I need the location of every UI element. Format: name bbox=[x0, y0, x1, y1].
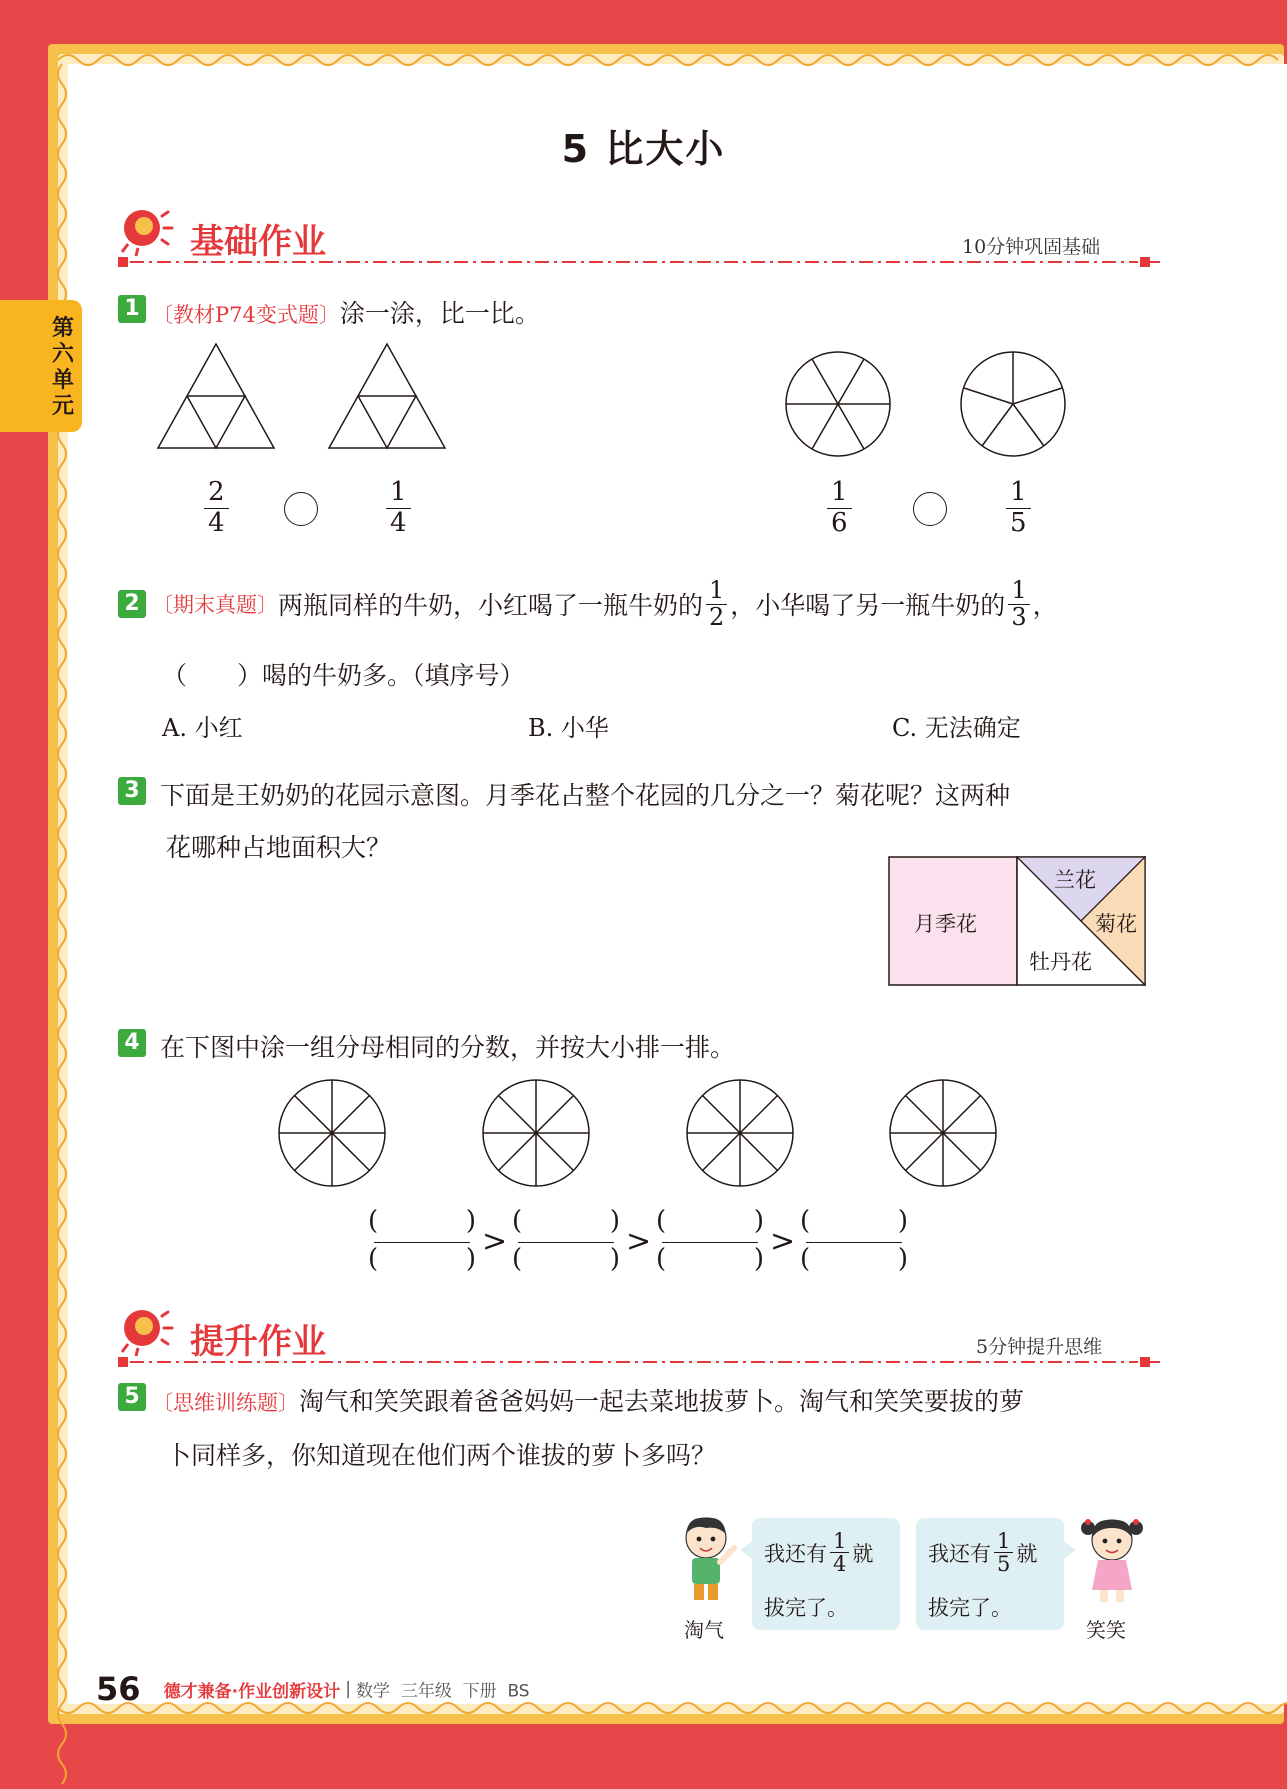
q4-blank-fraction-3[interactable]: ( ) ( ) bbox=[656, 1206, 764, 1274]
question-5-number: 5 bbox=[118, 1383, 146, 1411]
garden-label-rose: 月季花 bbox=[914, 912, 977, 936]
q4-gt-2: > bbox=[626, 1224, 652, 1259]
xiaoxiao-bubble-tail bbox=[1062, 1540, 1076, 1560]
taoqi-name: 淘气 bbox=[684, 1618, 724, 1642]
circle-eighths-2 bbox=[483, 1080, 589, 1186]
circle-eighths-3 bbox=[687, 1080, 793, 1186]
q2-option-b[interactable]: B. 小华 bbox=[528, 714, 609, 742]
q4-gt-3: > bbox=[770, 1224, 796, 1259]
q4-blank-fraction-2[interactable]: ( ) ( ) bbox=[512, 1206, 620, 1274]
section-advanced-subtitle: 5分钟提升思维 bbox=[976, 1336, 1103, 1358]
question-2-number: 2 bbox=[118, 590, 146, 618]
unit-side-tab bbox=[0, 300, 82, 432]
xiaoxiao-speech-bubble: 我还有 $\frac{1}{5}$ 就 拔完了。 bbox=[916, 1518, 1064, 1630]
question-3-number: 3 bbox=[118, 777, 146, 805]
question-3-line1: 下面是王奶奶的花园示意图。月季花占整个花园的几分之一？菊花呢？这两种 bbox=[160, 781, 1011, 810]
q1-fraction-1: 2 4 bbox=[204, 478, 229, 539]
taoqi-speech-bubble: 我还有 $\frac{1}{4}$ 就 拔完了。 bbox=[752, 1518, 900, 1630]
garden-label-chrysanthemum: 菊花 bbox=[1095, 912, 1137, 936]
question-1-tag: 〔教材P74变式题〕 bbox=[152, 303, 340, 327]
q4-blank-fraction-1[interactable]: ( ) ( ) bbox=[368, 1206, 476, 1274]
q2-option-c[interactable]: C. 无法确定 bbox=[892, 714, 1021, 742]
page-number: 56 bbox=[96, 1670, 141, 1708]
q2-option-a[interactable]: A. 小红 bbox=[162, 714, 243, 742]
q1-compare-circle-1[interactable] bbox=[284, 492, 318, 526]
question-1-text bbox=[152, 294, 540, 330]
q1-fraction-2: 1 4 bbox=[386, 478, 411, 539]
circle-eighths-4 bbox=[890, 1080, 996, 1186]
q1-shapes bbox=[150, 340, 1080, 460]
page-footer bbox=[96, 1670, 530, 1708]
taoqi-bubble-tail bbox=[740, 1540, 754, 1560]
question-5-line2: 卜同样多，你知道现在他们两个谁拔的萝卜多吗？ bbox=[166, 1441, 717, 1470]
lightbulb-icon bbox=[118, 1306, 180, 1358]
q4-blank-fraction-4[interactable]: ( ) ( ) bbox=[800, 1206, 908, 1274]
garden-label-orchid: 兰花 bbox=[1054, 868, 1096, 892]
section-basic-title: 基础作业 bbox=[190, 222, 326, 262]
xiaoxiao-girl-illustration bbox=[1076, 1514, 1148, 1606]
q4-gt-1: > bbox=[482, 1224, 508, 1259]
question-2-line2: （ ）喝的牛奶多。（填序号） bbox=[162, 661, 525, 690]
taoqi-fraction: $\frac{1}{4}$ bbox=[830, 1530, 849, 1575]
garden-label-peony: 牡丹花 bbox=[1029, 950, 1092, 974]
q1-compare-circle-2[interactable] bbox=[913, 492, 947, 526]
question-2-tag: 〔期末真题〕 bbox=[152, 593, 278, 617]
section-basic-divider bbox=[118, 256, 1160, 268]
footer-separator: | bbox=[345, 1679, 351, 1699]
section-advanced-title: 提升作业 bbox=[190, 1322, 326, 1362]
question-3-line2: 花哪种占地面积大？ bbox=[166, 833, 392, 862]
q2-fraction-a: $\frac{1}{2}$ bbox=[706, 578, 727, 629]
footer-info: 数学 三年级 下册 BS bbox=[356, 1681, 530, 1702]
q1-fraction-4: 1 5 bbox=[1006, 478, 1031, 539]
q1-fraction-3: 1 6 bbox=[827, 478, 852, 539]
question-4-text: 在下图中涂一组分母相同的分数，并按大小排一排。 bbox=[160, 1033, 736, 1062]
question-1-number: 1 bbox=[118, 295, 146, 323]
question-2-text: 〔期末真题〕 两瓶同样的牛奶，小红喝了一瓶牛奶的 $\frac{1}{2}$ ，小华喝了另一瓶牛奶的 $\frac{1}{3}$ ， bbox=[152, 576, 1058, 631]
footer-brand: 德才兼备·作业创新设计 bbox=[163, 1681, 341, 1702]
section-basic-subtitle: 10分钟巩固基础 bbox=[962, 236, 1101, 258]
unit-side-tab-label: 第六单元 bbox=[51, 316, 74, 419]
question-5-tag: 〔思维训练题〕 bbox=[152, 1391, 299, 1415]
taoqi-boy-illustration bbox=[672, 1514, 744, 1606]
question-4-number: 4 bbox=[118, 1029, 146, 1057]
question-5-line1: 〔思维训练题〕淘气和笑笑跟着爸爸妈妈一起去菜地拔萝卜。淘气和笑笑要拔的萝 bbox=[152, 1387, 1025, 1416]
section-advanced-divider bbox=[118, 1356, 1160, 1368]
circle-eighths-1 bbox=[279, 1080, 385, 1186]
xiaoxiao-fraction: $\frac{1}{5}$ bbox=[994, 1530, 1013, 1575]
question-1-prompt: 涂一涂，比一比。 bbox=[339, 299, 540, 328]
xiaoxiao-name: 笑笑 bbox=[1086, 1618, 1126, 1642]
q4-answer-row bbox=[364, 1204, 912, 1282]
lightbulb-icon bbox=[118, 206, 180, 258]
q4-circles bbox=[270, 1076, 1010, 1190]
q2-fraction-b: $\frac{1}{3}$ bbox=[1008, 578, 1029, 629]
page-title: 5 比大小 bbox=[561, 127, 726, 171]
